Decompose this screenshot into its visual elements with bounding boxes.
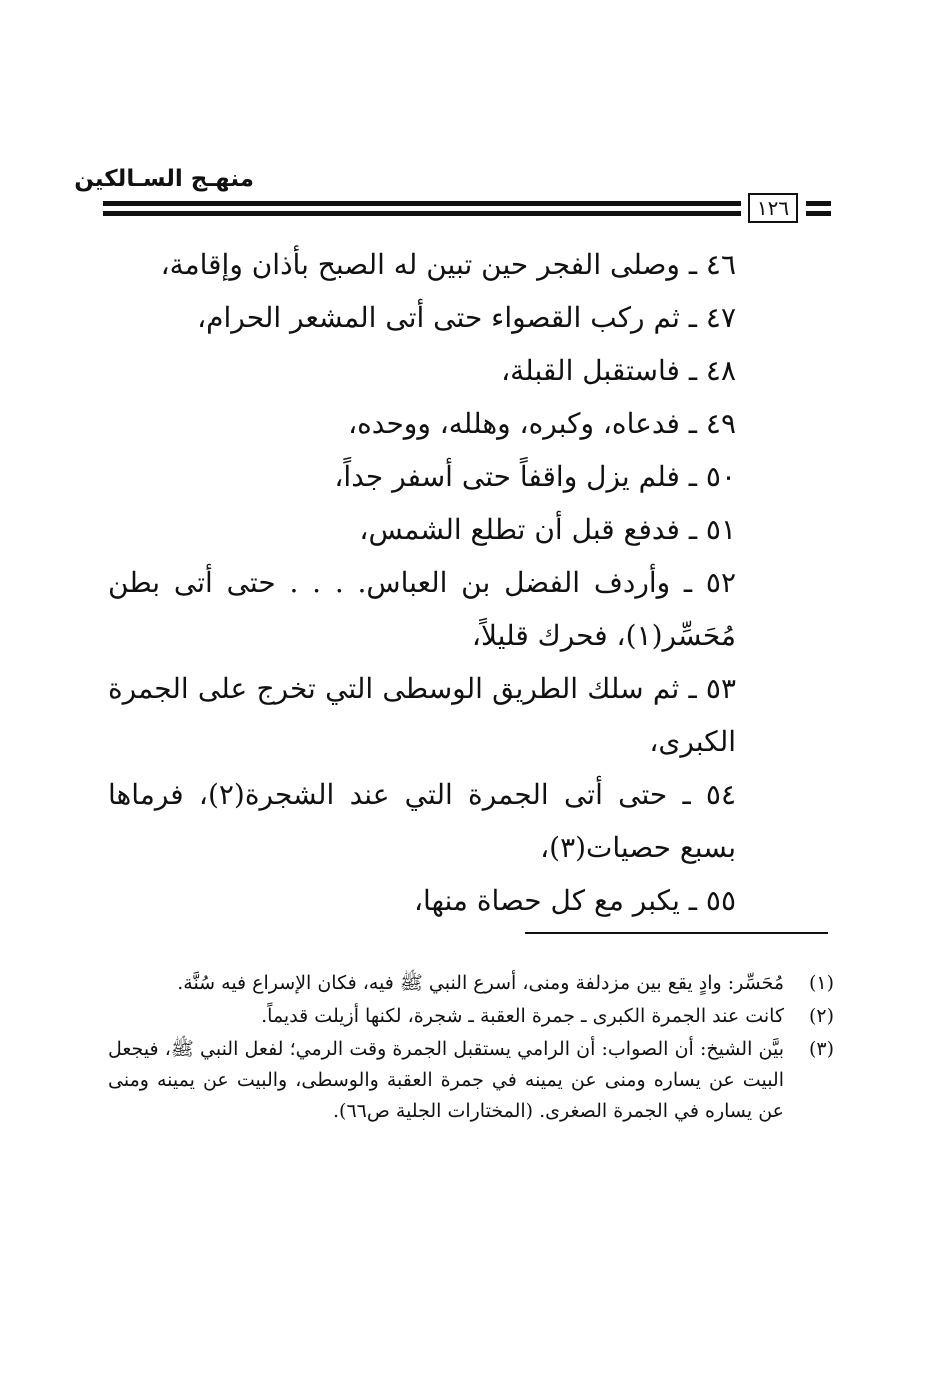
footnote [108,1001,834,1032]
numbered-paragraph: ٥٠ ـ فلم يزل واقفاً حتى أسفر جداً، [334,460,736,493]
footnote-text: مُحَسِّر: وادٍ يقع بين مزدلفة ومنى، أسرع النبي ﷺ فيه، فكان الإسراع فيه سُنَّة. [177,972,784,994]
main-text [108,238,736,927]
numbered-paragraph: ٤٦ ـ وصلى الفجر حين تبين له الصبح بأذان وإقامة، [160,248,736,281]
footnote-separator [525,932,828,934]
footnote-text: بيَّن الشيخ: أن الصواب: أن الرامي يستقبل الجمرة وقت الرمي؛ لفعل النبي ﷺ، فيجعل البيت عن يساره ومنى عن يمينه في جمرة العقبة والوسطى، والبيت عن يمينه ومنى عن يساره في الجمرة الصغرى. (المختارات الجلية ص٦٦). [108,1038,784,1122]
numbered-paragraph: ٥٥ ـ يكبر مع كل حصاة منها، [414,884,736,917]
header-rule [103,211,741,216]
numbered-paragraph: ٥١ ـ فدفع قبل أن تطلع الشمس، [359,513,736,546]
header-rule [806,201,831,206]
page-number: ١٢٦ [748,193,798,223]
numbered-paragraph: ٤٩ ـ فدعاه، وكبره، وهلله، ووحده، [348,407,736,440]
footnote-text: كانت عند الجمرة الكبرى ـ جمرة العقبة ـ شجرة، لكنها أزيلت قديماً. [261,1005,784,1027]
footnote-number: (٣) [808,1038,834,1060]
footnote-number: (١) [808,972,834,994]
footnotes [108,968,834,1129]
numbered-paragraph: ٤٧ ـ ثم ركب القصواء حتى أتى المشعر الحرام، [197,301,736,334]
header-rule [806,211,831,216]
numbered-paragraph: ٤٨ ـ فاستقبل القبلة، [501,354,736,387]
footnote [108,968,834,999]
numbered-paragraph: ٥٢ ـ وأردف الفضل بن العباس. . . . حتى أتى بطن مُحَسِّر(١)، فحرك قليلاً، [108,566,736,652]
running-header-title: منهـج السـالكين [74,166,254,192]
footnote-number: (٢) [808,1005,834,1027]
numbered-paragraph: ٥٣ ـ ثم سلك الطريق الوسطى التي تخرج على الجمرة الكبرى، [108,672,736,758]
header-rule [103,201,741,206]
numbered-paragraph: ٥٤ ـ حتى أتى الجمرة التي عند الشجرة(٢)، فرماها بسبع حصيات(٣)، [108,778,736,864]
footnote [108,1034,834,1127]
